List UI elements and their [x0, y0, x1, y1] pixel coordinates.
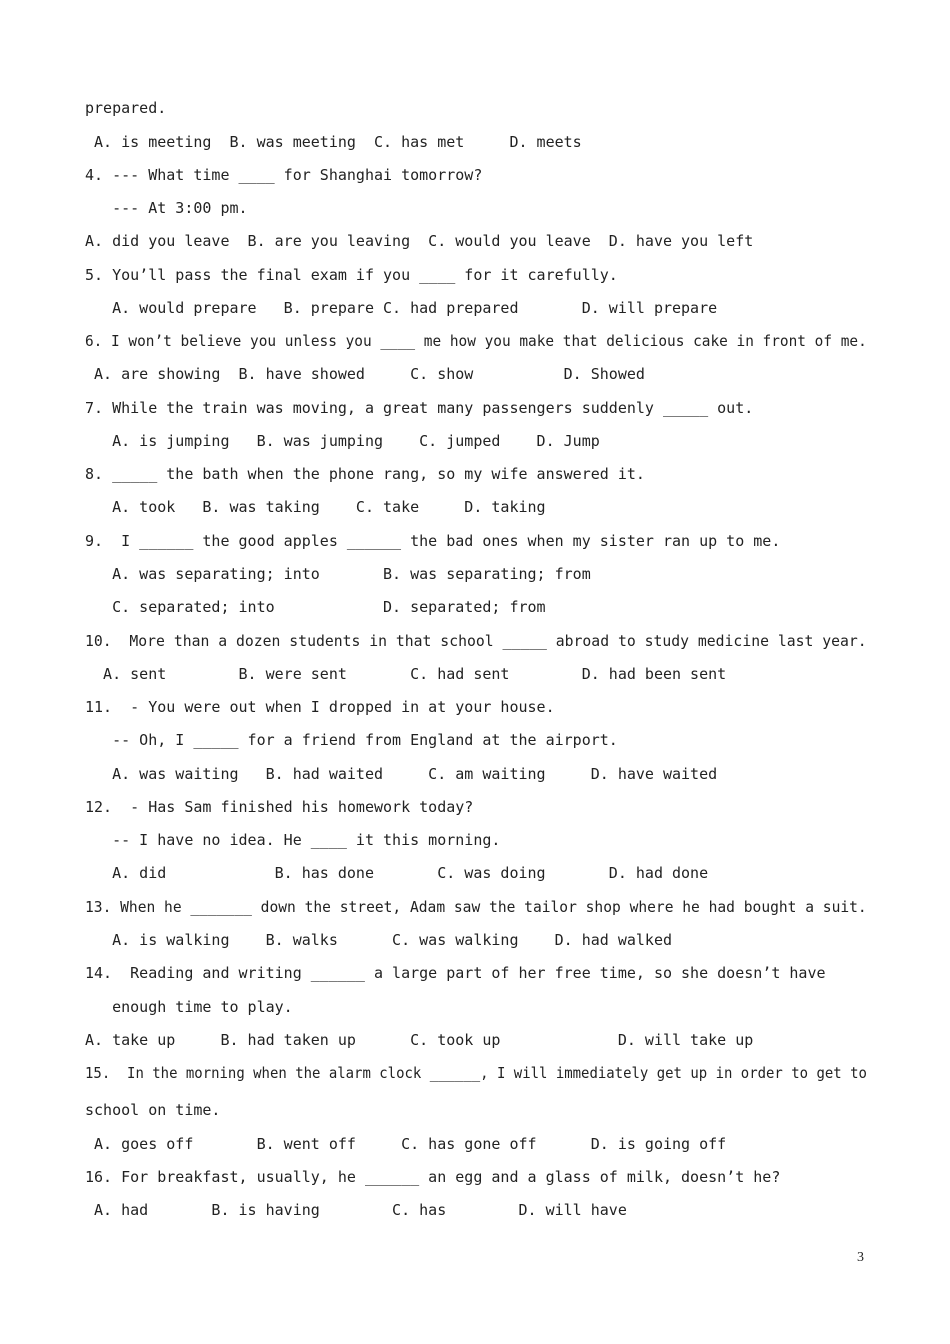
text-line: C. separated; into D. separated; from [85, 598, 546, 616]
text-line: 9. I ______ the good apples ______ the bad ones when my sister ran up to me. [85, 532, 781, 550]
text-line: A. would prepare B. prepare C. had prepared D. will prepare [85, 299, 718, 317]
text-line: A. was separating; into B. was separating; from [85, 565, 591, 583]
text-line: 5. You’ll pass the final exam if you ____ for it carefully. [85, 266, 618, 284]
text-line: A. was waiting B. had waited C. am waiting D. have waited [85, 765, 718, 783]
text-line: A. goes off B. went off C. has gone off D. is going off [85, 1135, 727, 1153]
text-line: A. did B. has done C. was doing D. had done [85, 864, 709, 882]
text-line: A. is meeting B. was meeting C. has met D. meets [85, 133, 582, 151]
text-line: 4. --- What time ____ for Shanghai tomorrow? [85, 166, 483, 184]
text-line: 14. Reading and writing ______ a large part of her free time, so she doesn’t have [85, 964, 826, 982]
text-line: 6. I won’t believe you unless you ____ me how you make that delicious cake in front of me. [85, 332, 867, 350]
text-line: A. sent B. were sent C. had sent D. had been sent [85, 665, 727, 683]
text-line: 13. When he _______ down the street, Adam saw the tailor shop where he had bought a suit. [85, 898, 867, 916]
text-line: 8. _____ the bath when the phone rang, so my wife answered it. [85, 465, 645, 483]
text-line: A. did you leave B. are you leaving C. would you leave D. have you left [85, 232, 754, 250]
text-line: A. take up B. had taken up C. took up D. will take up [85, 1031, 754, 1049]
text-line: enough time to play. [85, 998, 293, 1016]
text-line: A. took B. was taking C. take D. taking [85, 498, 546, 516]
text-line: A. is walking B. walks C. was walking D. had walked [85, 931, 672, 949]
text-line: A. are showing B. have showed C. show D. Showed [85, 365, 645, 383]
text-line: school on time. [85, 1101, 221, 1119]
text-line: 16. For breakfast, usually, he ______ an egg and a glass of milk, doesn’t he? [85, 1168, 781, 1186]
text-line: -- I have no idea. He ____ it this morning. [85, 831, 501, 849]
page-number: 3 [857, 1250, 864, 1265]
text-line: 15. In the morning when the alarm clock ______, I will immediately get up in order to get to [85, 1064, 867, 1082]
text-line: prepared. [85, 99, 167, 117]
text-line: -- Oh, I _____ for a friend from England at the airport. [85, 731, 618, 749]
text-line: 11. - You were out when I dropped in at your house. [85, 698, 555, 716]
text-line: 12. - Has Sam finished his homework today? [85, 798, 474, 816]
text-line: 10. More than a dozen students in that school _____ abroad to study medicine last year. [85, 632, 867, 650]
text-line: --- At 3:00 pm. [85, 199, 248, 217]
text-line: A. had B. is having C. has D. will have [85, 1201, 627, 1219]
text-line: 7. While the train was moving, a great many passengers suddenly _____ out. [85, 399, 754, 417]
text-line: A. is jumping B. was jumping C. jumped D. Jump [85, 432, 600, 450]
